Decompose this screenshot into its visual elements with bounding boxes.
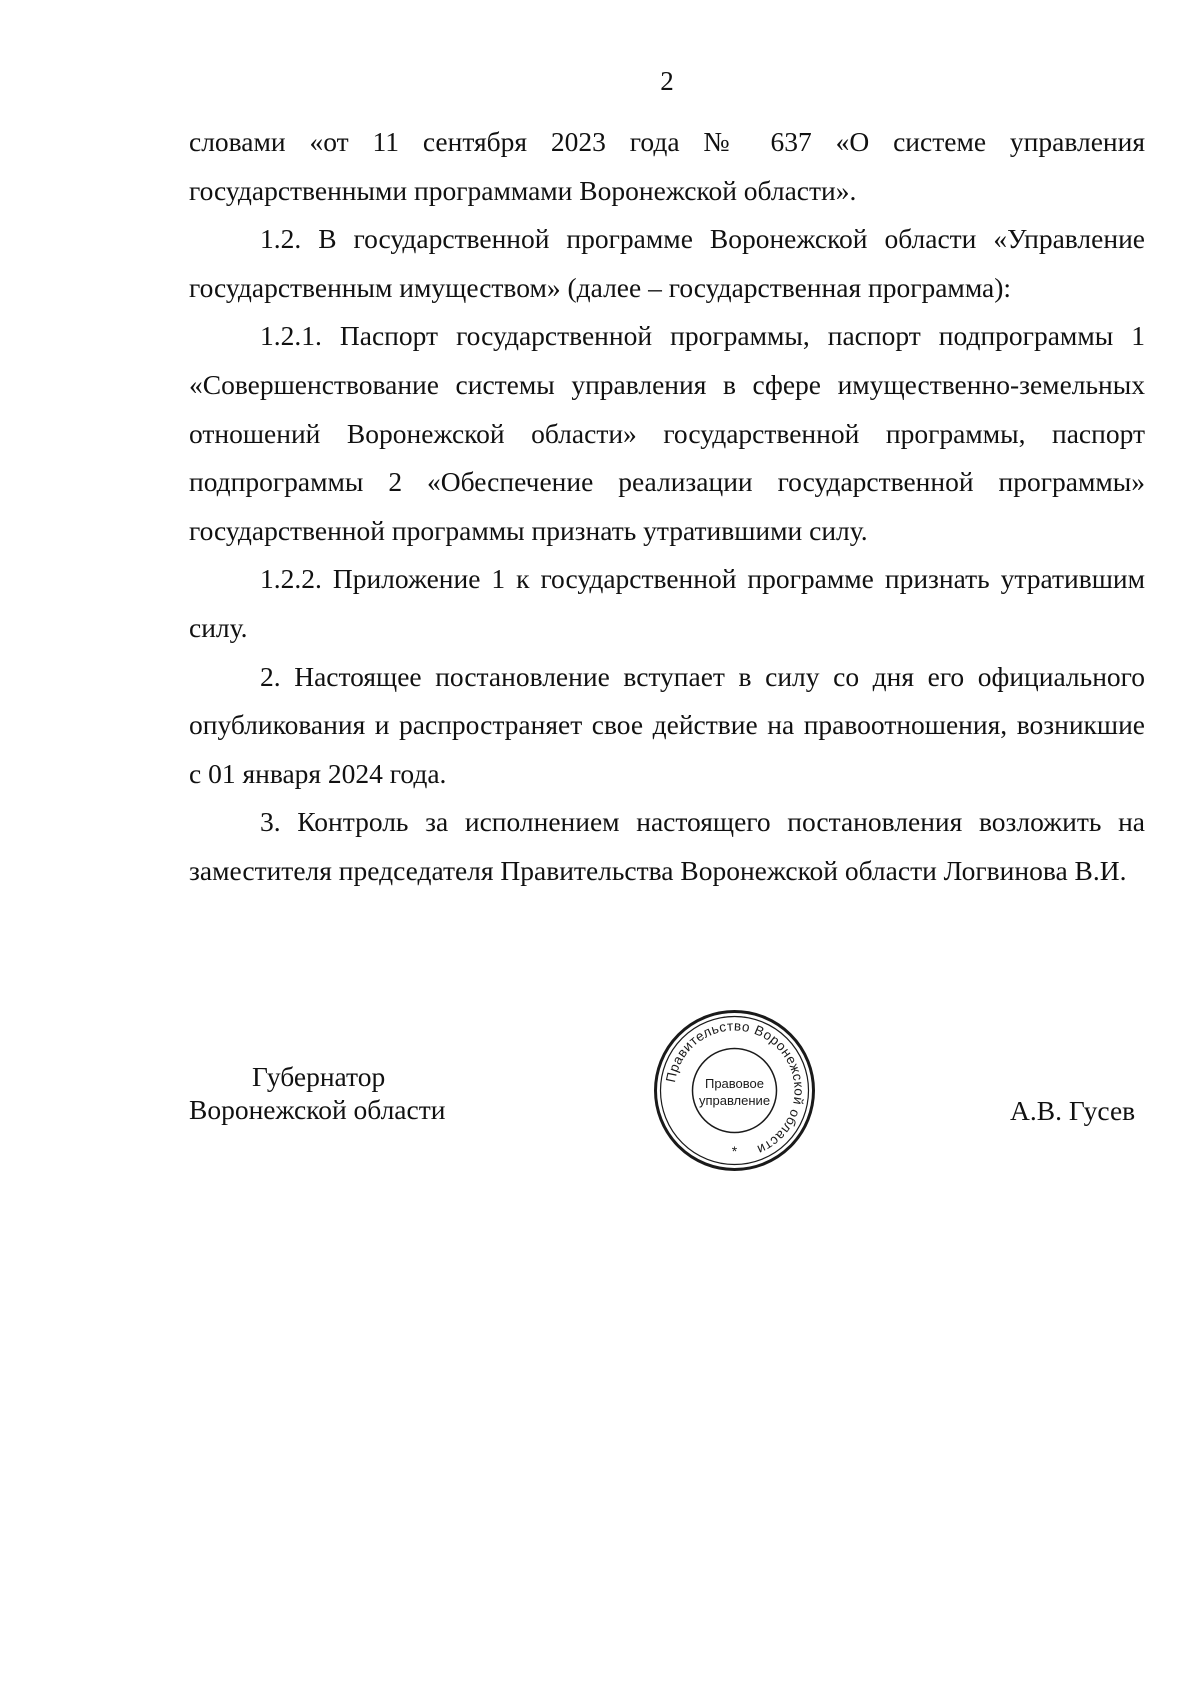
paragraph-1-2: 1.2. В государственной программе Воронежской области «Управление государственным имуществом» (далее – государственная программа): [189,223,1145,303]
paragraph-3: 3. Контроль за исполнением настоящего постановления возложить на заместителя председателя Правительства Воронежской области Логвинова В.И. [189,806,1145,886]
paragraph-1-2-2: 1.2.2. Приложение 1 к государственной программе признать утратившим силу. [189,563,1145,643]
document-body [189,118,1145,896]
signatory-name: А.В. Гусев [1010,1095,1136,1126]
stamp-center-line2: управление [698,1093,771,1108]
signatory-title-line1: Губернатор [252,1061,386,1092]
stamp-graphic [652,1008,817,1173]
paragraph-intro: словами «от 11 сентября 2023 года № 637 «О системе управления государственными программами Воронежской области». [189,126,1145,206]
paragraph-2: 2. Настоящее постановление вступает в силу со дня его официального опубликования и распространяет свое действие на правоотношения, возникшие с 01 января 2024 года. [189,660,1145,789]
stamp-ring-textpath: Правительство Воронежской области [663,1018,807,1158]
stamp-center-line1: Правовое [704,1076,765,1091]
stamp-star: * [731,1143,738,1159]
page-number: 2 [660,66,674,96]
signatory-title-line2: Воронежской области [189,1094,446,1125]
paragraph-1-2-1: 1.2.1. Паспорт государственной программы, паспорт подпрограммы 1 «Совершенствование системы управления в сфере имущественно-земельных отношений Воронежской области» государственной программы, паспорт подпрограммы 2 «Обеспечение реализации государственной программы» государственной программы признать утратившими силу. [189,320,1145,546]
signatory-title [189,1060,445,1126]
official-stamp [652,1008,817,1173]
